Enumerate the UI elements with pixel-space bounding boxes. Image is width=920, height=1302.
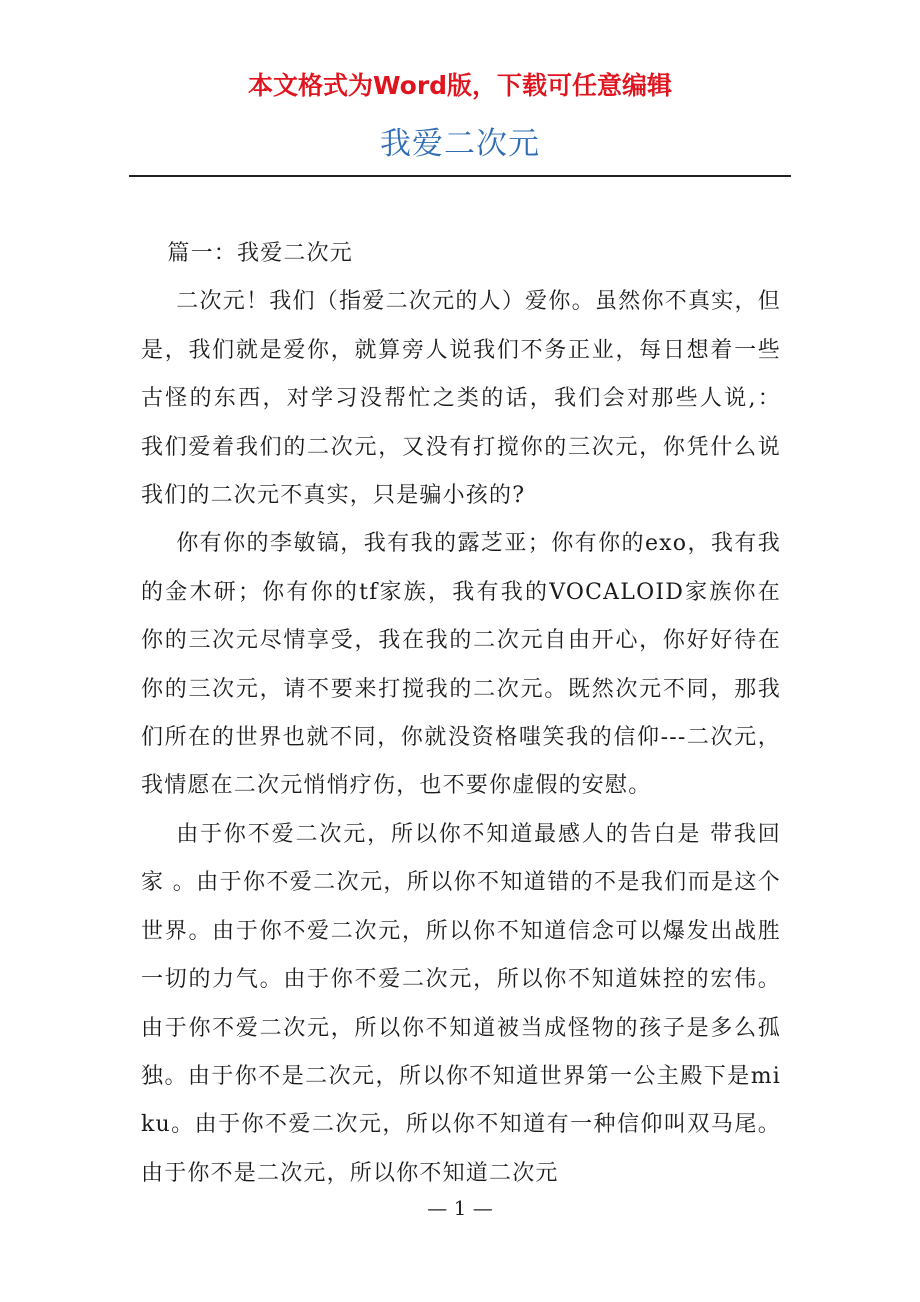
document-title: 我爱二次元: [380, 126, 540, 162]
section-heading: 篇一：我爱二次元: [167, 241, 353, 266]
paragraph-3: 由于你不爱二次元，所以你不知道最感人的告白是 带我回家 。由于你不爱二次元，所以你不知道错的不是我们而是这个世界。由于你不爱二次元，所以你不知道信念可以爆发出战胜一切的力气。由于你不爱二次元，所以你不知道妹控的宏伟。由于你不爱二次元，所以你不知道被当成怪物的孩子是多么孤独。由于你不是二次元，所以你不知道世界第一公主殿下是miku。由于你不爱二次元，所以你不知道有一种信仰叫双马尾。由于你不是二次元，所以你不知道二次元: [141, 821, 781, 1186]
page-number: — 1 —: [427, 1196, 493, 1220]
paragraph-1: 二次元！我们（指爱二次元的人）爱你。虽然你不真实，但是，我们就是爱你，就算旁人说我们不务正业，每日想着一些古怪的东西，对学习没帮忙之类的话，我们会对那些人说,： 我们爱着我们的二次元，又没有打搅你的三次元，你凭什么说我们的二次元不真实，只是骗小孩的?: [141, 289, 781, 509]
document-body: [141, 230, 781, 1198]
header-divider: [129, 175, 791, 177]
download-banner: 本文格式为Word版，下载可任意编辑: [247, 71, 673, 100]
paragraph-2: 你有你的李敏镐，我有我的露芝亚；你有你的exo，我有我的金木研；你有你的tf家族，我有我的VOCALOID家族你在你的三次元尽情享受，我在我的二次元自由开心，你好好待在你的三次元，请不要来打搅我的二次元。既然次元不同，那我们所在的世界也就不同，你就没资格嗤笑我的信仰---二次元，我情愿在二次元悄悄疗伤，也不要你虚假的安慰。: [141, 531, 781, 799]
